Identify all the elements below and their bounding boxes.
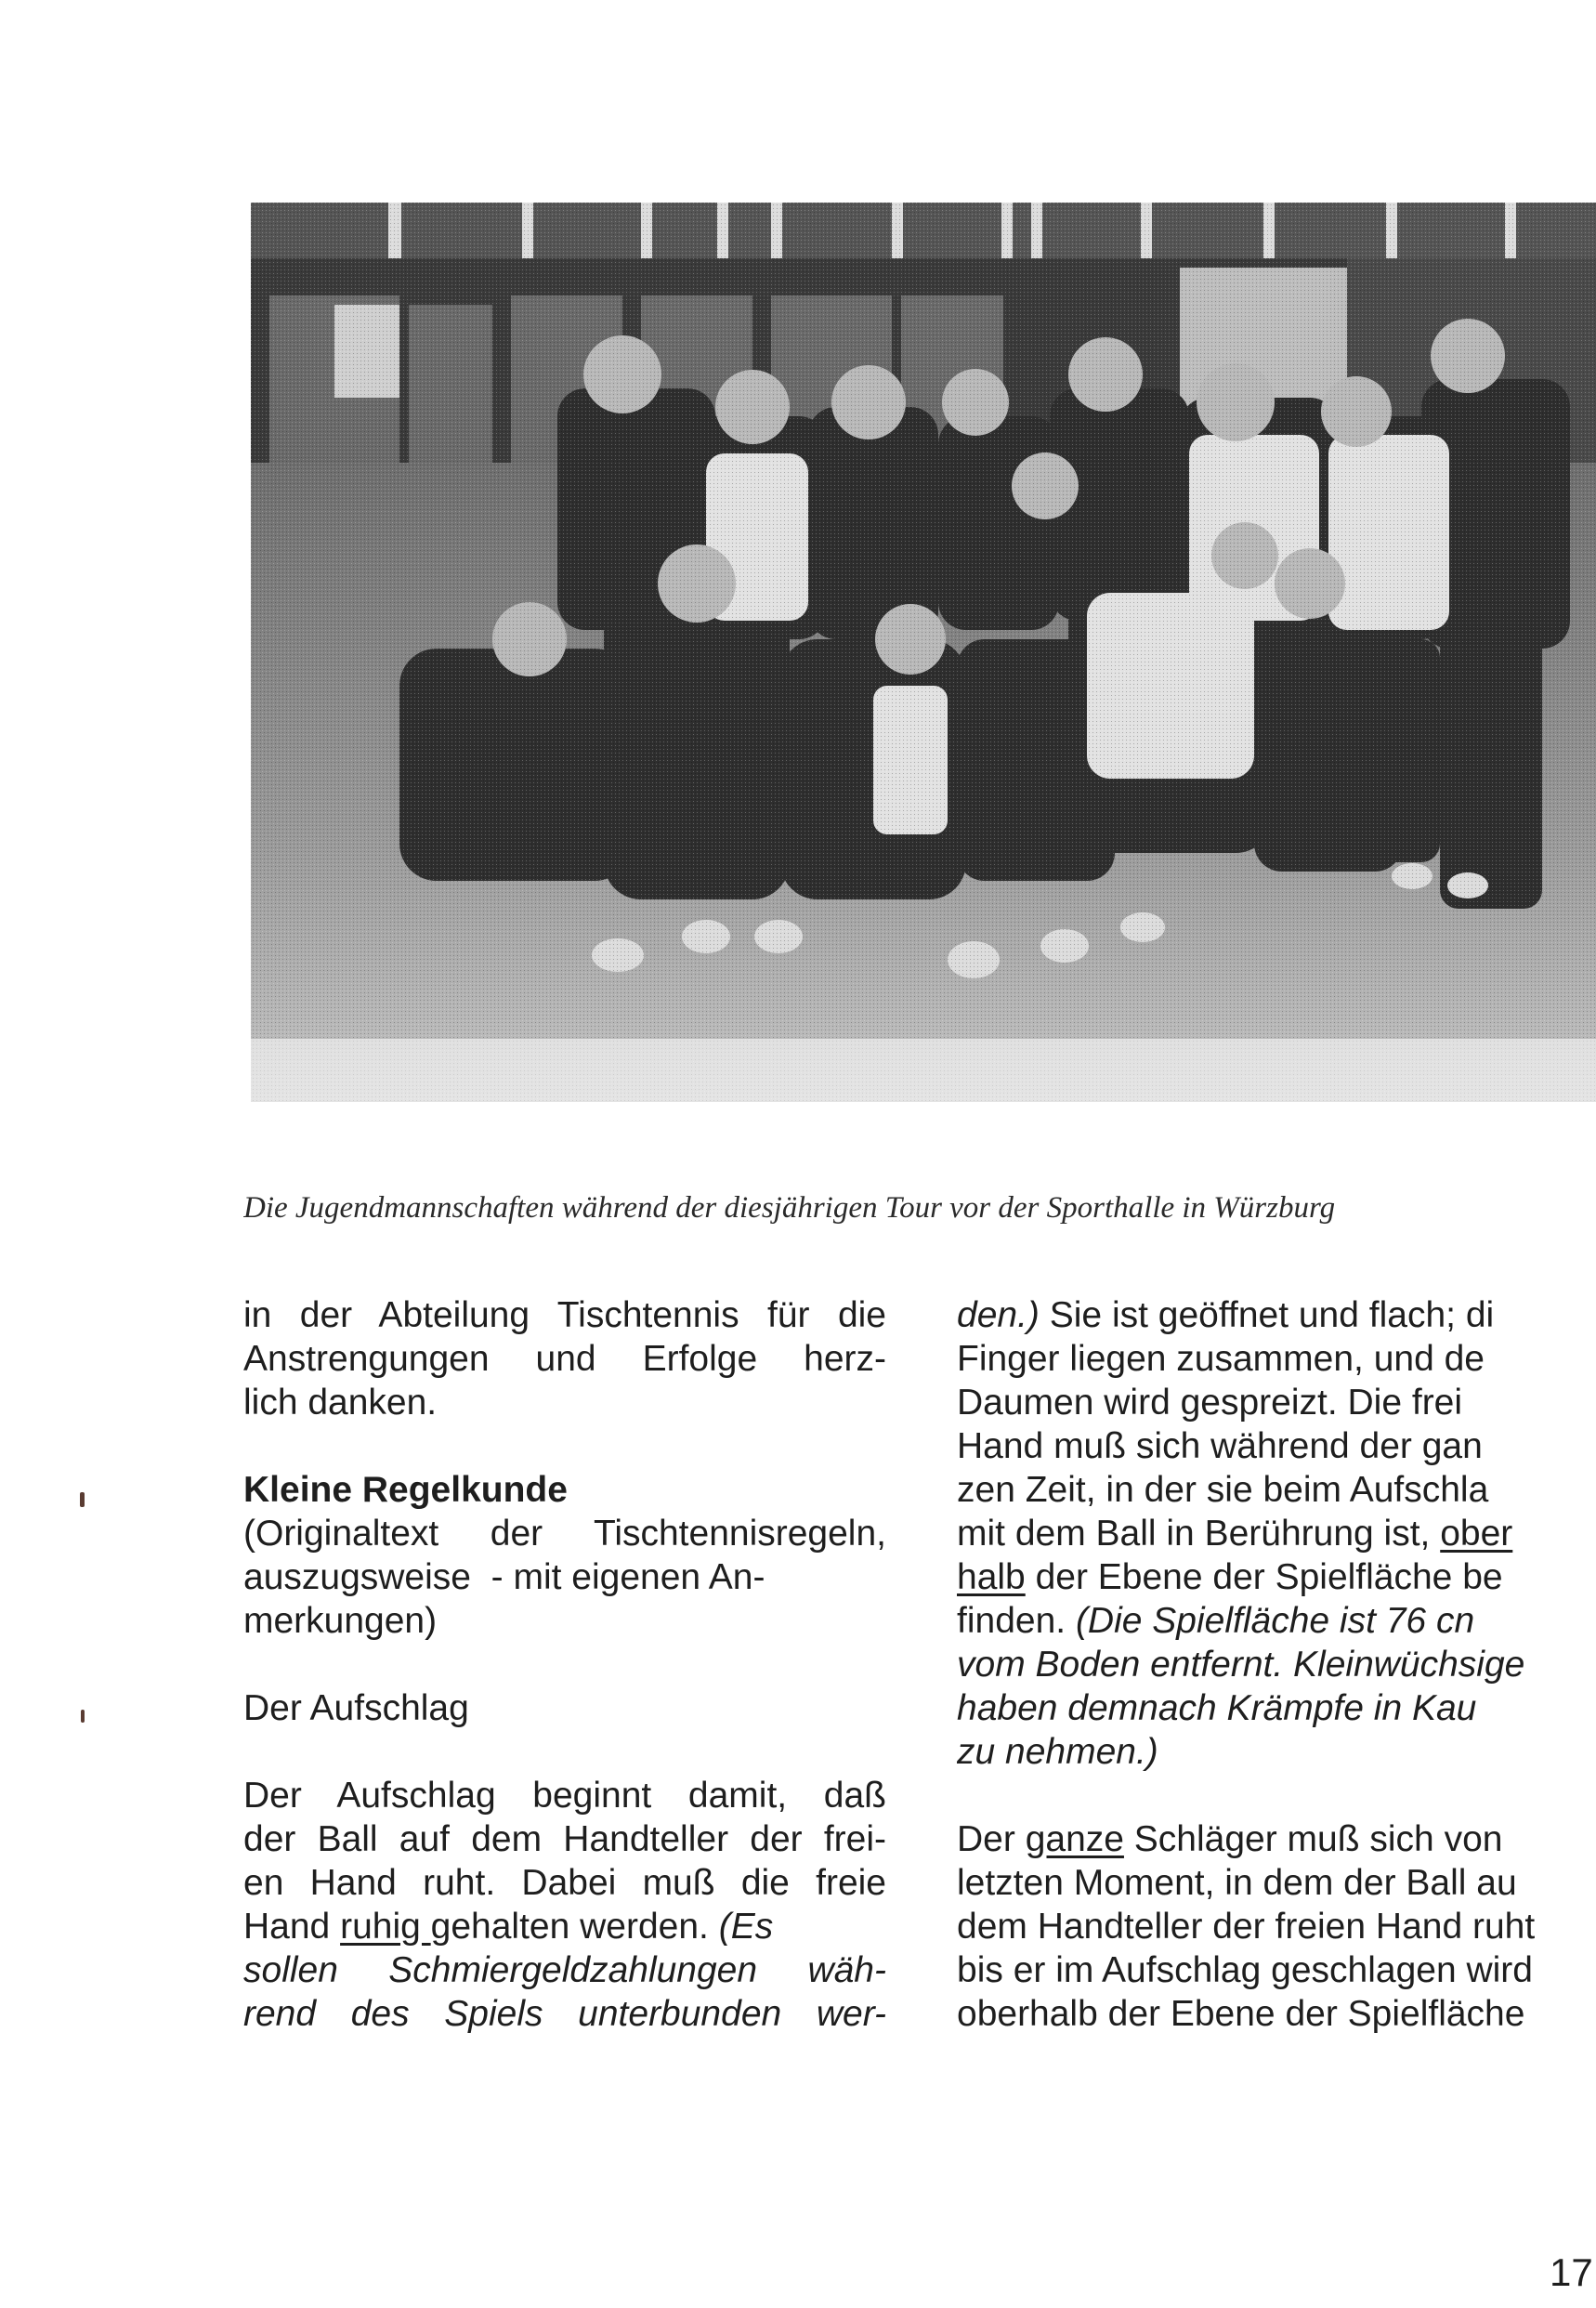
text-run: Sie ist geöffnet und flach; di (1039, 1295, 1495, 1335)
underlined-text: halb (957, 1557, 1026, 1597)
body-text-line: Daumen wird gespreizt. Die frei (957, 1383, 1463, 1423)
text-run: gehalten werden. (430, 1907, 719, 1947)
body-text-line: Der Aufschlag beginnt damit, daß (243, 1776, 886, 1816)
text-run: Schläger muß sich von (1123, 1819, 1503, 1859)
body-text-line: dem Handteller der freien Hand ruht (957, 1907, 1536, 1947)
text-run: mit dem Ball in Berührung ist, (957, 1514, 1441, 1554)
body-text-line (957, 1293, 1596, 1337)
right-column (957, 1293, 1596, 2036)
italic-text: (Es (718, 1907, 774, 1947)
subheading-line: merkungen) (243, 1601, 438, 1641)
body-text-line (243, 1905, 886, 1948)
body-text-line: en Hand ruht. Dabei muß die freie (243, 1863, 886, 1903)
underlined-text: ruhig (340, 1907, 431, 1947)
body-text-line: Hand muß sich während der gan (957, 1426, 1483, 1466)
body-text-line (957, 1599, 1596, 1643)
scan-speck (80, 1492, 85, 1507)
italic-text: (Die Spielfläche ist 76 cn (1075, 1601, 1475, 1641)
underlined-text: ober (1440, 1514, 1513, 1554)
body-text-line: oberhalb der Ebene der Spielfläche (957, 1994, 1525, 2034)
section-heading: Kleine Regelkunde (243, 1470, 568, 1510)
subheading-line: (Originaltext der Tischtennisregeln, (243, 1514, 886, 1554)
italic-text: den.) (957, 1295, 1040, 1335)
text-run: Hand (243, 1907, 341, 1947)
body-text-line: Finger liegen zusammen, und de (957, 1339, 1485, 1379)
body-text-line: letzten Moment, in dem der Ball au (957, 1863, 1517, 1903)
body-text-line: in der Abteilung Tischtennis für die (243, 1295, 886, 1335)
text-run: finden. (957, 1601, 1076, 1641)
team-photo (251, 203, 1596, 1102)
body-text-line (957, 1817, 1596, 1861)
body-text-line: Anstrengungen und Erfolge herz- (243, 1339, 886, 1379)
left-column (243, 1293, 886, 2036)
photo-caption: Die Jugendmannschaften während der diesjährigen Tour vor der Sporthalle in Würzburg (243, 1191, 1336, 1225)
italic-text-line: haben demnach Krämpfe in Kau (957, 1688, 1477, 1728)
section-title: Der Aufschlag (243, 1688, 469, 1728)
italic-text-line: zu nehmen.) (957, 1732, 1158, 1772)
body-text-line (957, 1512, 1596, 1555)
subheading-line: auszugsweise - mit eigenen An- (243, 1557, 765, 1597)
body-text-line: bis er im Aufschlag geschlagen wird (957, 1950, 1533, 1990)
body-text-line: der Ball auf dem Handteller der frei- (243, 1819, 886, 1859)
scan-speck (81, 1710, 85, 1723)
page-number: 17 (1550, 2250, 1593, 2294)
underlined-text: ganze (1025, 1819, 1124, 1859)
body-text-line (957, 1555, 1596, 1599)
body-text-line: zen Zeit, in der sie beim Aufschla (957, 1470, 1489, 1510)
italic-text-line: sollen Schmiergeldzahlungen wäh- (243, 1950, 886, 1990)
text-run: Der (957, 1819, 1026, 1859)
text-run: der Ebene der Spielfläche be (1025, 1557, 1503, 1597)
body-text-line: lich danken. (243, 1383, 438, 1423)
italic-text-line: vom Boden entfernt. Kleinwüchsige (957, 1645, 1525, 1685)
italic-text-line: rend des Spiels unterbunden wer- (243, 1994, 886, 2034)
